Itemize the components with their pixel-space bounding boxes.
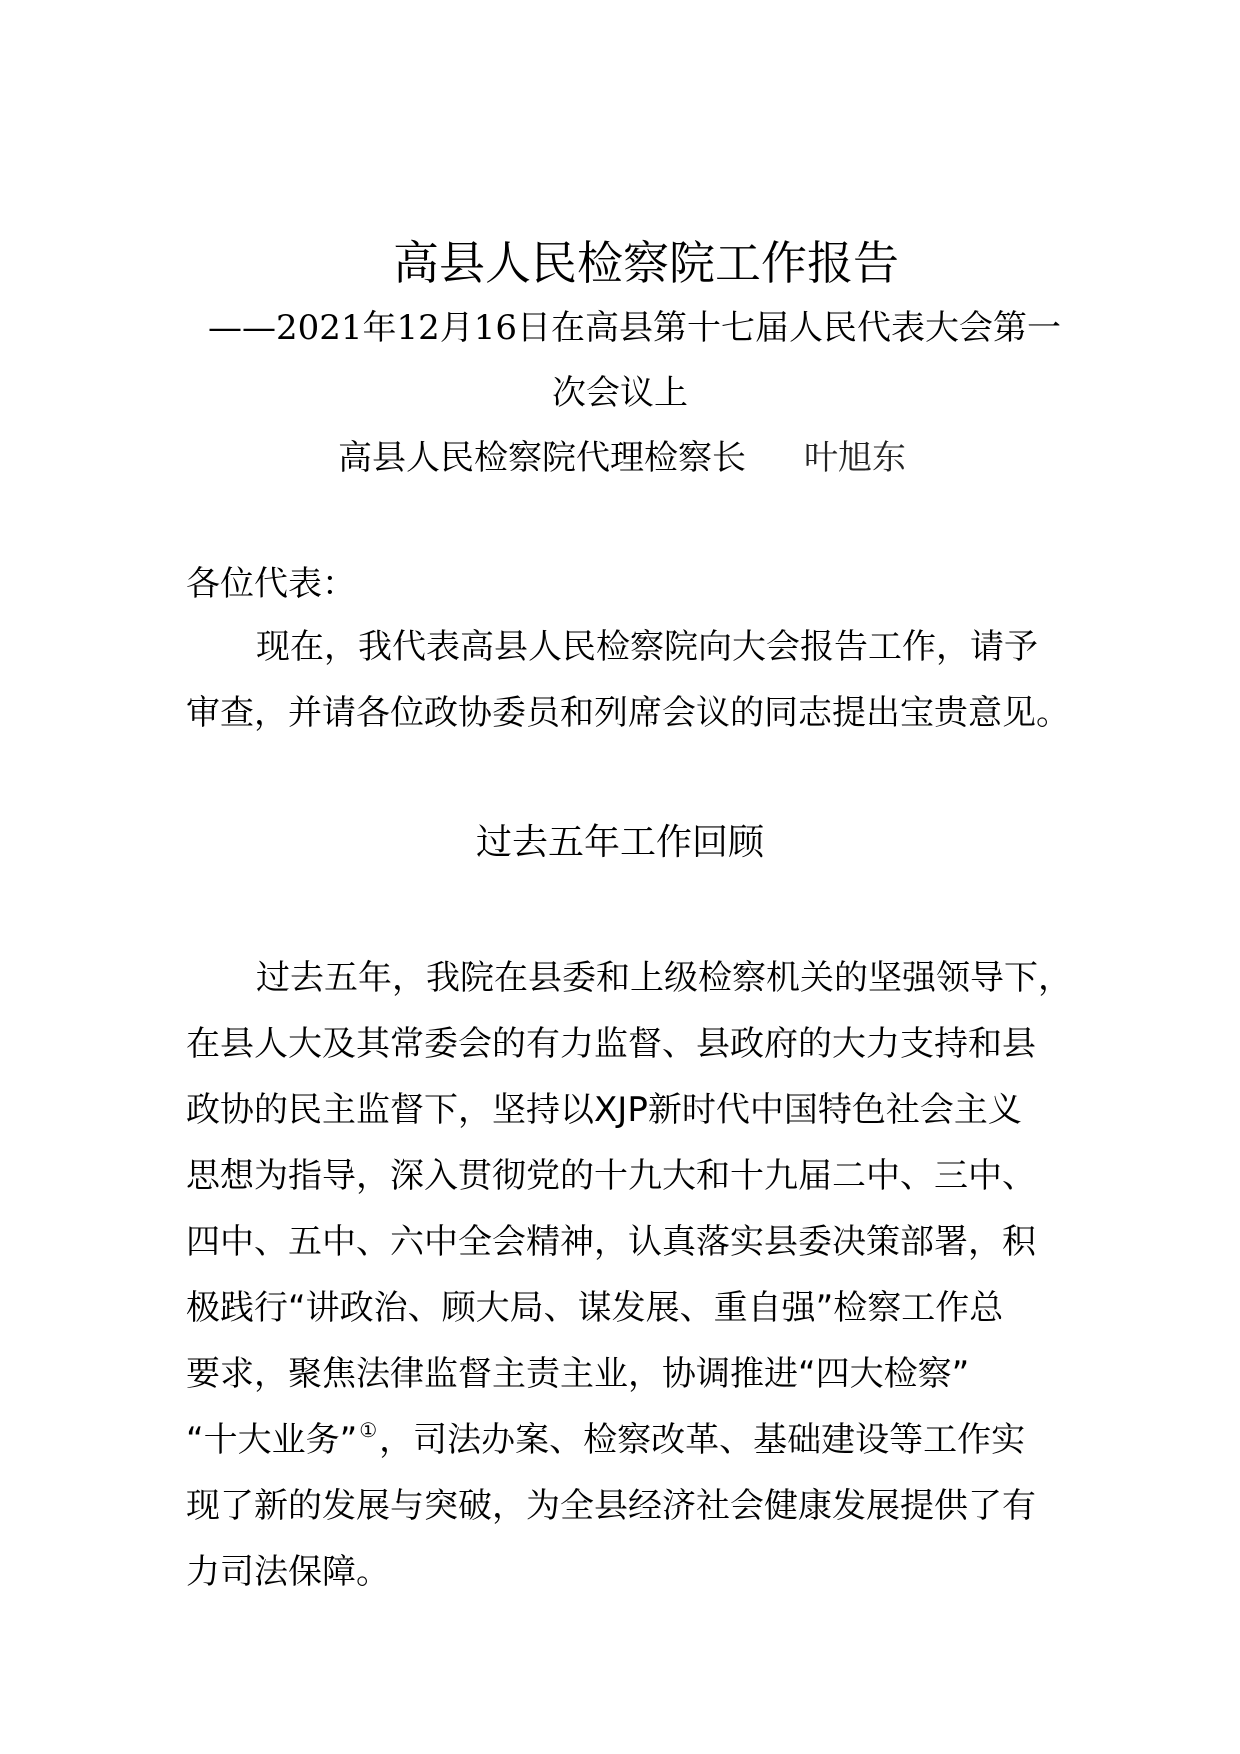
intro-paragraph: [186, 614, 1070, 746]
report-subtitle-line-1: ——2021年12月16日在高县第十七届人民代表大会第一: [208, 308, 1062, 348]
author-role: 高县人民检察院代理检察长: [338, 438, 746, 478]
author-line: [338, 435, 906, 481]
paragraph-line-segment: “十大业务”: [186, 1420, 358, 1460]
paragraph-line: 力司法保障。: [186, 1552, 390, 1592]
paragraph-line-segment: ，司法办案、检察改革、基础建设等工作实: [379, 1420, 1026, 1460]
footnote-marker[interactable]: ①: [359, 1418, 378, 1442]
paragraph-line: 在县人大及其常委会的有力监督、县政府的大力支持和县: [186, 1024, 1036, 1064]
paragraph-line: 现了新的发展与突破，为全县经济社会健康发展提供了有: [186, 1486, 1036, 1526]
paragraph-line: 审查，并请各位政协委员和列席会议的同志提出宝贵意见。: [186, 693, 1070, 733]
paragraph-line: 极践行“讲政治、顾大局、谋发展、重自强”检察工作总: [186, 1288, 1004, 1328]
paragraph-line: 现在，我代表高县人民检察院向大会报告工作，请予: [256, 627, 1038, 667]
paragraph-line: 政协的民主监督下，坚持以XJP新时代中国特色社会主义: [186, 1090, 1022, 1130]
review-paragraph: [186, 945, 1072, 1605]
paragraph-line: 要求，聚焦法律监督主责主业，协调推进“四大检察”: [186, 1354, 970, 1394]
section-heading: 过去五年工作回顾: [475, 822, 764, 863]
paragraph-line: 思想为指导，深入贯彻党的十九大和十九届二中、三中、: [186, 1156, 1036, 1196]
greeting: 各位代表：: [186, 564, 356, 604]
report-subtitle-line-2: 次会议上: [552, 373, 688, 413]
author-name: 叶旭东: [804, 438, 906, 478]
paragraph-line: [186, 1407, 1072, 1473]
report-title: 高县人民检察院工作报告: [393, 236, 899, 290]
paragraph-line: 四中、五中、六中全会精神，认真落实县委决策部署，积: [186, 1222, 1036, 1262]
paragraph-line: 过去五年，我院在县委和上级检察机关的坚强领导下，: [256, 958, 1072, 998]
